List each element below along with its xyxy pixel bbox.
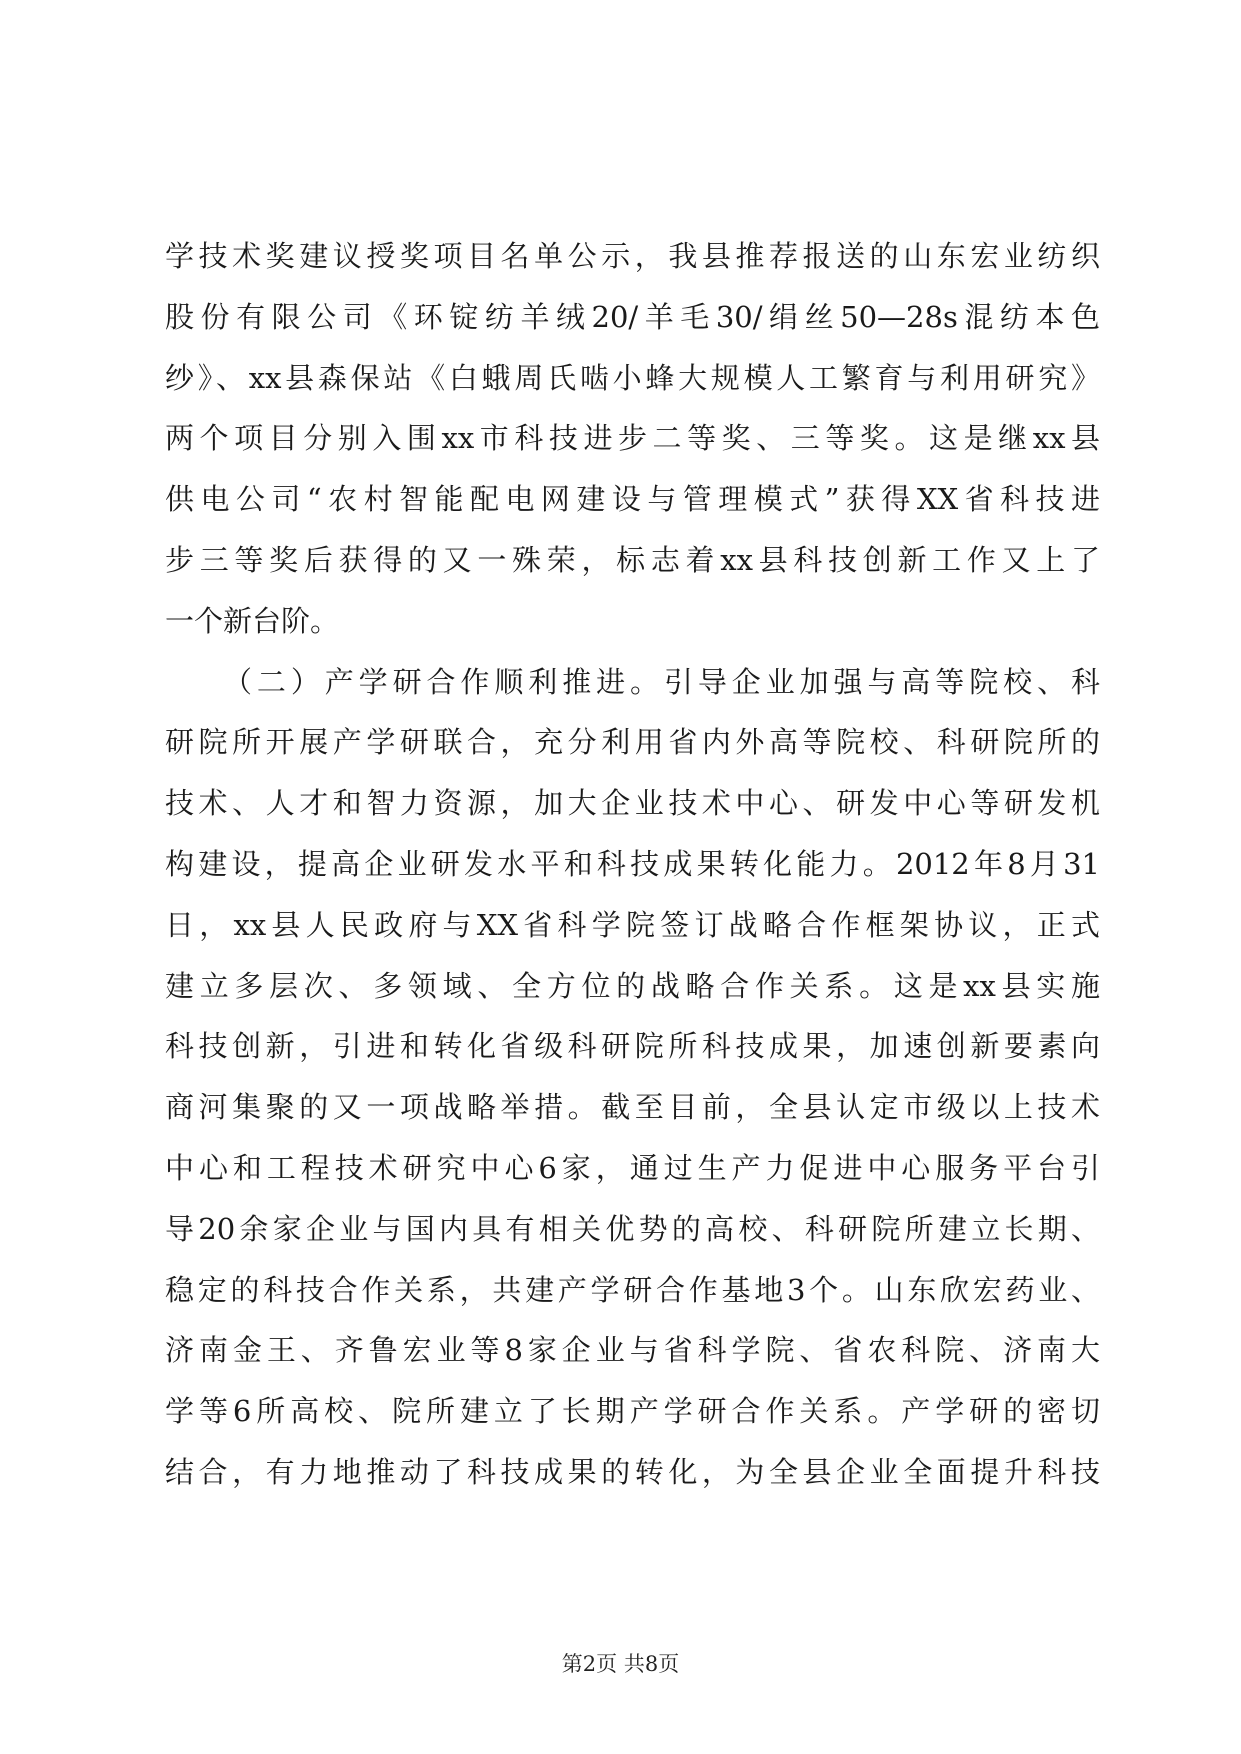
text-line-2: 股份有限公司《环锭纺羊绒20/羊毛30/绢丝50—28s混纺本色 bbox=[165, 299, 1100, 334]
text-line-14: 科技创新，引进和转化省级科研院所科技成果，加速创新要素向 bbox=[165, 1029, 1100, 1064]
text-line-5: 供电公司“农村智能配电网建设与管理模式”获得XX省科技进 bbox=[165, 482, 1100, 517]
text-line-6: 步三等奖后获得的又一殊荣，标志着xx县科技创新工作又上了 bbox=[165, 542, 1100, 577]
text-line-15: 商河集聚的又一项战略举措。截至目前，全县认定市级以上技术 bbox=[165, 1090, 1100, 1125]
text-line-7: 一个新台阶。 bbox=[165, 603, 340, 638]
text-line-19: 济南金王、齐鲁宏业等8家企业与省科学院、省农科院、济南大 bbox=[165, 1333, 1100, 1368]
text-line-21: 结合，有力地推动了科技成果的转化，为全县企业全面提升科技 bbox=[165, 1454, 1100, 1489]
text-line-10: 技术、人才和智力资源，加大企业技术中心、研发中心等研发机 bbox=[165, 786, 1100, 821]
text-line-1: 学技术奖建议授奖项目名单公示，我县推荐报送的山东宏业纺织 bbox=[165, 239, 1100, 273]
text-line-13: 建立多层次、多领域、全方位的战略合作关系。这是xx县实施 bbox=[165, 968, 1100, 1003]
text-line-9: 研院所开展产学研联合，充分利用省内外高等院校、科研院所的 bbox=[165, 725, 1100, 760]
text-line-3: 纱》、xx县森保站《白蛾周氏啮小蜂大规模人工繁育与利用研究》 bbox=[165, 360, 1100, 395]
text-line-11: 构建设，提高企业研发水平和科技成果转化能力。2012年8月31 bbox=[165, 846, 1100, 881]
text-line-18: 稳定的科技合作关系，共建产学研合作基地3个。山东欣宏药业、 bbox=[165, 1272, 1100, 1307]
text-line-17: 导20余家企业与国内具有相关优势的高校、科研院所建立长期、 bbox=[165, 1211, 1100, 1246]
document-body bbox=[165, 226, 1100, 1503]
text-line-8: （二）产学研合作顺利推进。引导企业加强与高等院校、科 bbox=[223, 664, 1100, 699]
text-line-20: 学等6所高校、院所建立了长期产学研合作关系。产学研的密切 bbox=[165, 1394, 1100, 1429]
page-number-footer: 第2页 共8页 bbox=[561, 1652, 680, 1676]
text-line-16: 中心和工程技术研究中心6家，通过生产力促进中心服务平台引 bbox=[165, 1150, 1100, 1185]
text-line-4: 两个项目分别入围xx市科技进步二等奖、三等奖。这是继xx县 bbox=[165, 421, 1100, 456]
text-line-12: 日，xx县人民政府与XX省科学院签订战略合作框架协议，正式 bbox=[165, 907, 1100, 942]
